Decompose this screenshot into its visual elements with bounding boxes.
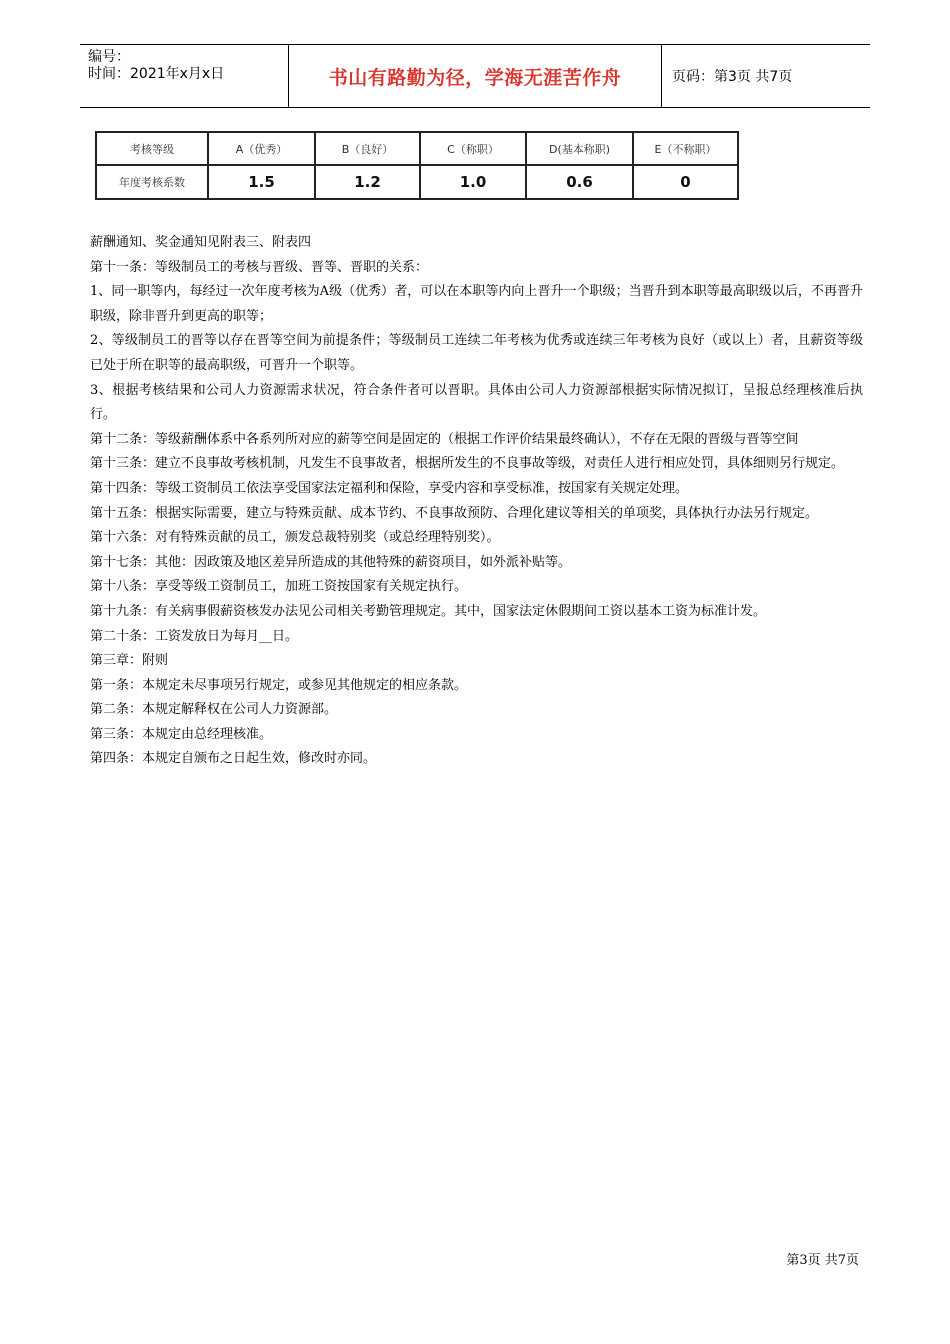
page-header [80,44,870,108]
paragraph: 第四条：本规定自颁布之日起生效，修改时亦同。 [90,751,377,767]
table-cell: 1.5 [208,165,315,199]
table-cell: B（良好） [315,132,420,165]
table-header-row [96,132,738,165]
table-cell: 1.2 [315,165,420,199]
paragraph: 第十八条：享受等级工资制员工，加班工资按国家有关规定执行。 [90,579,468,595]
document-date-label: 时间：2021年x月x日 [88,66,225,82]
paragraph: 第十二条：等级薪酬体系中各系列所对应的薪等空间是固定的（根据工作评价结果最终确认），不存在无限的晋级与晋等空间 [90,431,799,447]
header-meta [80,45,289,107]
paragraph: 1、同一职等内，每经过一次年度考核为A级（优秀）者，可以在本职等内向上晋升一个职级；当晋升到本职等最高职级以后，不再晋升职级，除非晋升到更高的职等； [90,284,863,324]
document-code-label: 编号： [88,49,130,65]
paragraph: 第十四条：等级工资制员工依法享受国家法定福利和保险，享受内容和享受标准，按国家有关规定处理。 [90,480,689,496]
paragraph: 2、等级制员工的晋等以存在晋等空间为前提条件；等级制员工连续二年考核为优秀或连续三年考核为良好（或以上）者，且薪资等级已处于所在职等的最高职级，可晋升一个职等。 [90,333,863,373]
paragraph: 第十七条：其他：因政策及地区差异所造成的其他特殊的薪资项目，如外派补贴等。 [90,554,572,570]
table-cell: 年度考核系数 [96,165,208,199]
paragraph: 第十五条：根据实际需要，建立与特殊贡献、成本节约、不良事故预防、合理化建议等相关的单项奖，具体执行办法另行规定。 [90,505,819,521]
chapter-heading: 第三章：附则 [90,653,169,669]
table-cell: 0 [633,165,738,199]
paragraph: 薪酬通知、奖金通知见附表三、附表四 [90,235,312,250]
table-cell: C（称职） [420,132,526,165]
table-cell: 0.6 [526,165,633,199]
paragraph: 第十一条：等级制员工的考核与晋级、晋等、晋职的关系： [90,259,429,275]
paragraph: 第十六条：对有特殊贡献的员工，颁发总裁特别奖（或总经理特别奖）。 [90,530,500,546]
paragraph: 第一条：本规定未尽事项另行规定，或参见其他规定的相应条款。 [90,677,468,693]
paragraph: 第十三条：建立不良事故考核机制，凡发生不良事故者，根据所发生的不良事故等级，对责任人进行相应处罚，具体细则另行规定。 [90,456,845,472]
header-motto: 书山有路勤为径，学海无涯苦作舟 [289,45,662,107]
table-cell: A（优秀） [208,132,315,165]
paragraph: 第二十条：工资发放日为每月__日。 [90,628,299,644]
header-page-number: 页码：第3页 共7页 [672,69,793,85]
document-body [90,231,863,772]
footer-page-number: 第3页 共7页 [786,1253,859,1268]
paragraph: 3、根据考核结果和公司人力资源需求状况，符合条件者可以晋职。具体由公司人力资源部根据实际情况拟订，呈报总经理核准后执行。 [90,382,863,423]
table-cell: 1.0 [420,165,526,199]
paragraph: 第二条：本规定解释权在公司人力资源部。 [90,702,338,718]
grade-coefficient-table [95,131,739,200]
table-cell: D(基本称职) [526,132,633,165]
table-cell: 考核等级 [96,132,208,165]
paragraph: 第十九条：有关病事假薪资核发办法见公司相关考勤管理规定。其中，国家法定休假期间工资以基本工资为标准计发。 [90,603,767,619]
table-cell: E（不称职） [633,132,738,165]
paragraph: 第三条：本规定由总经理核准。 [90,726,273,742]
table-row [96,165,738,199]
